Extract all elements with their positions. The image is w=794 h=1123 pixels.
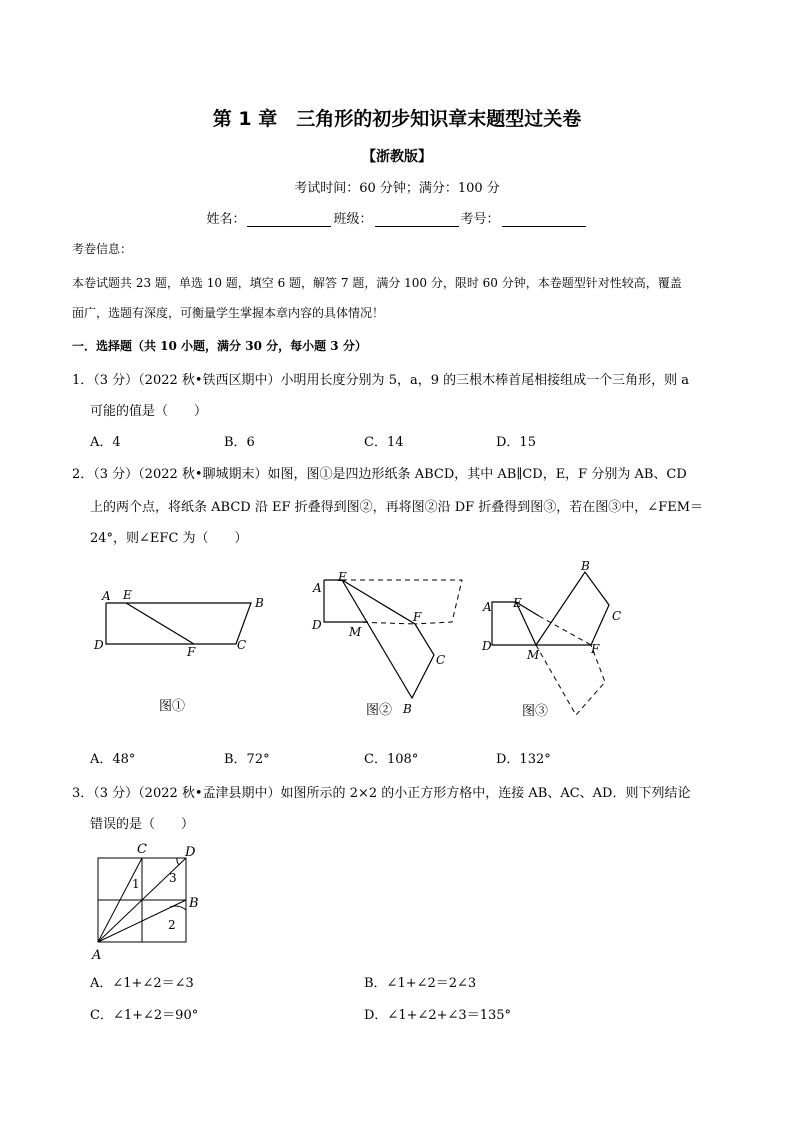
number-label: 考号： bbox=[460, 212, 500, 227]
notice-heading: 考卷信息： bbox=[72, 242, 133, 256]
question-2-line-3: 24°，则∠EFC 为（ ） bbox=[90, 531, 248, 546]
fig2-label-F: F bbox=[413, 610, 422, 624]
fig1-label-B: B bbox=[255, 596, 264, 610]
fig2-label-C: C bbox=[436, 653, 446, 667]
fig2-caption: 图② bbox=[366, 703, 393, 718]
q1-option-c: C．14 bbox=[364, 435, 404, 450]
fig3-label-D: D bbox=[482, 639, 492, 653]
page-title: 第 1 章 三角形的初步知识章末题型过关卷 bbox=[212, 108, 582, 130]
figure-2 bbox=[324, 580, 434, 698]
question-2-line-2: 上的两个点，将纸条 ABCD 沿 EF 折叠得到图②，再将图②沿 DF 折叠得到图③，若在图③中，∠FEM＝ bbox=[90, 500, 704, 515]
figure-1 bbox=[106, 603, 251, 644]
q3-angle-3: 3 bbox=[169, 871, 177, 885]
q3-label-C: C bbox=[137, 842, 147, 857]
question-1-line-1: 1．（3 分）（2022 秋•铁西区期中）小明用长度分别为 5，a，9 的三根木棒首尾相接组成一个三角形，则 a bbox=[72, 373, 689, 388]
fig3-label-B: B bbox=[581, 559, 590, 573]
q1-option-b: B．6 bbox=[224, 435, 255, 450]
student-fields bbox=[0, 208, 794, 227]
question-3-line-1: 3．（3 分）（2022 秋•孟津县期中）如图所示的 2×2 的小正方形方格中，连接 AB、AC、AD．则下列结论 bbox=[72, 786, 691, 801]
fig2-label-D: D bbox=[312, 618, 322, 632]
q3-label-A: A bbox=[92, 948, 102, 963]
fig2-label-E: E bbox=[338, 570, 347, 584]
fig1-label-A: A bbox=[102, 589, 111, 603]
fig2-label-A: A bbox=[313, 581, 322, 595]
name-field[interactable] bbox=[247, 212, 331, 227]
q2-option-a: A．48° bbox=[90, 752, 136, 767]
edition-label: 【浙教版】 bbox=[362, 149, 432, 165]
class-field[interactable] bbox=[375, 212, 459, 227]
q3-label-B: B bbox=[189, 896, 199, 911]
q3-angle-1: 1 bbox=[132, 877, 140, 891]
fig3-label-C: C bbox=[612, 609, 622, 623]
fig3-label-A: A bbox=[483, 600, 492, 614]
q3-option-a: A．∠1+∠2＝∠3 bbox=[90, 976, 194, 991]
notice-line-2: 面广，选题有深度，可衡量学生掌握本章内容的具体情况！ bbox=[72, 306, 385, 320]
q3-angle-2: 2 bbox=[168, 918, 176, 932]
question-3-figure bbox=[82, 838, 212, 968]
question-2-figure bbox=[86, 558, 646, 728]
fig2-label-B: B bbox=[403, 702, 412, 716]
fig1-label-D: D bbox=[94, 638, 104, 652]
question-3-line-2: 错误的是（ ） bbox=[90, 817, 195, 832]
fig2-label-M: M bbox=[349, 625, 362, 639]
q3-option-d: D．∠1+∠2+∠3＝135° bbox=[364, 1008, 512, 1023]
fig1-label-C: C bbox=[237, 638, 247, 652]
q1-option-d: D．15 bbox=[496, 435, 536, 450]
question-2-line-1: 2．（3 分）（2022 秋•聊城期末）如图，图①是四边形纸条 ABCD，其中 AB∥CD，E，F 分别为 AB、CD bbox=[72, 467, 687, 482]
q3-option-b: B．∠1+∠2＝2∠3 bbox=[364, 976, 477, 991]
q1-option-a: A．4 bbox=[90, 435, 121, 450]
fig3-label-M: M bbox=[527, 648, 540, 662]
figure-3 bbox=[492, 572, 609, 645]
q2-option-d: D．132° bbox=[496, 752, 551, 767]
q2-option-b: B．72° bbox=[224, 752, 270, 767]
q3-label-D: D bbox=[185, 845, 196, 860]
fig3-label-F: F bbox=[591, 642, 600, 656]
fig1-caption: 图① bbox=[159, 699, 186, 714]
name-label: 姓名： bbox=[206, 212, 246, 227]
fig3-label-E: E bbox=[513, 596, 522, 610]
class-label: 班级： bbox=[333, 212, 373, 227]
fig3-caption: 图③ bbox=[522, 704, 549, 719]
fig1-label-F: F bbox=[187, 645, 196, 659]
notice-line-1: 本卷试题共 23 题，单选 10 题，填空 6 题，解答 7 题，满分 100 分，限时 60 分钟，本卷题型针对性较高，覆盖 bbox=[72, 276, 682, 290]
section-heading: 一．选择题（共 10 小题，满分 30 分，每小题 3 分） bbox=[72, 339, 367, 353]
exam-info: 考试时间：60 分钟；满分：100 分 bbox=[294, 181, 500, 196]
q3-option-c: C．∠1+∠2＝90° bbox=[90, 1008, 199, 1023]
number-field[interactable] bbox=[502, 212, 586, 227]
fig1-label-E: E bbox=[123, 588, 132, 602]
q2-option-c: C．108° bbox=[364, 752, 419, 767]
question-1-line-2: 可能的值是（ ） bbox=[90, 404, 208, 419]
